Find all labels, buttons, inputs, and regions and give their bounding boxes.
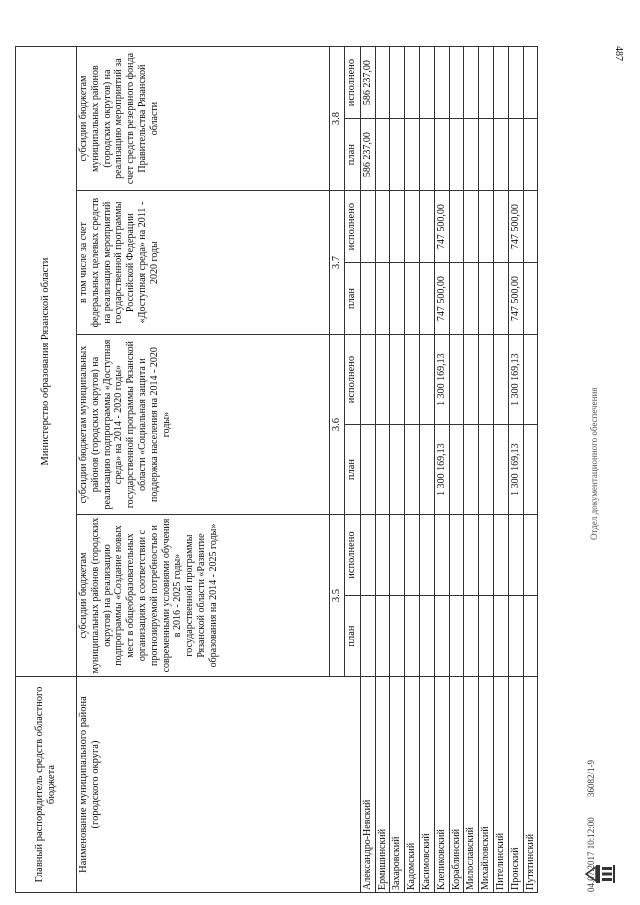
value-cell bbox=[449, 425, 464, 515]
value-cell bbox=[375, 335, 390, 425]
value-cell bbox=[449, 263, 464, 335]
page-number: 487 bbox=[613, 46, 624, 61]
value-cell bbox=[493, 263, 508, 335]
value-cell: 1 300 169,13 bbox=[434, 335, 449, 425]
table-row bbox=[390, 47, 405, 893]
column-code-3-8: 3.8 bbox=[330, 47, 345, 191]
table-row bbox=[508, 47, 523, 893]
value-cell bbox=[390, 47, 405, 119]
value-cell bbox=[375, 47, 390, 119]
municipality-name: Пронский bbox=[508, 677, 523, 893]
value-cell bbox=[464, 47, 479, 119]
municipality-name: Пителинский bbox=[493, 677, 508, 893]
emblem-icon bbox=[582, 863, 618, 885]
value-cell bbox=[419, 335, 434, 425]
municipality-name: Ермишинский bbox=[375, 677, 390, 893]
value-cell bbox=[360, 335, 375, 425]
value-cell bbox=[390, 425, 405, 515]
done-header: исполнено bbox=[345, 191, 360, 263]
value-cell bbox=[508, 515, 523, 596]
footer-doc-number: 36082/1-9 bbox=[586, 759, 596, 797]
value-cell bbox=[493, 425, 508, 515]
value-cell bbox=[523, 47, 538, 119]
table-row bbox=[479, 47, 494, 893]
column-description-row bbox=[77, 47, 330, 893]
value-cell: 1 300 169,13 bbox=[508, 425, 523, 515]
value-cell bbox=[360, 263, 375, 335]
value-cell bbox=[375, 263, 390, 335]
value-cell bbox=[419, 596, 434, 677]
value-cell bbox=[479, 191, 494, 263]
value-cell bbox=[360, 515, 375, 596]
value-cell bbox=[405, 119, 420, 191]
value-cell bbox=[419, 119, 434, 191]
table-row bbox=[464, 47, 479, 893]
value-cell bbox=[360, 191, 375, 263]
value-cell bbox=[464, 425, 479, 515]
value-cell bbox=[523, 191, 538, 263]
footer-timestamp: 04.07.2017 10:12:00 bbox=[586, 817, 596, 892]
done-header: исполнено bbox=[345, 47, 360, 119]
value-cell bbox=[375, 596, 390, 677]
value-cell: 1 300 169,13 bbox=[508, 335, 523, 425]
value-cell bbox=[434, 47, 449, 119]
value-cell bbox=[419, 47, 434, 119]
value-cell bbox=[479, 335, 494, 425]
value-cell bbox=[479, 119, 494, 191]
value-cell bbox=[479, 596, 494, 677]
value-cell bbox=[479, 515, 494, 596]
value-cell bbox=[449, 47, 464, 119]
column-code-3-6: 3.6 bbox=[330, 335, 345, 515]
value-cell bbox=[390, 335, 405, 425]
value-cell bbox=[523, 596, 538, 677]
value-cell bbox=[523, 515, 538, 596]
stamp-text: Отдел документационного обеспечения bbox=[589, 387, 599, 540]
column-description-3-7: в том числе за счет федеральных целевых средств на реализацию мероприятий государственной программы Российской Федерации «Доступная среда» на 2011 - 2020 годы bbox=[77, 191, 330, 335]
value-cell bbox=[434, 596, 449, 677]
municipality-name: Кадомский bbox=[405, 677, 420, 893]
value-cell bbox=[523, 263, 538, 335]
value-cell bbox=[479, 425, 494, 515]
table-row bbox=[523, 47, 538, 893]
value-cell bbox=[523, 335, 538, 425]
ministry-name: Министерство образования Рязанской области bbox=[16, 47, 77, 677]
value-cell bbox=[405, 596, 420, 677]
value-cell bbox=[493, 119, 508, 191]
value-cell bbox=[464, 191, 479, 263]
municipality-name: Александро-Невский bbox=[360, 677, 375, 893]
main-manager-label: Главный распорядитель средств областного бюджета bbox=[16, 677, 77, 893]
value-cell bbox=[493, 47, 508, 119]
value-cell bbox=[390, 596, 405, 677]
value-cell bbox=[405, 425, 420, 515]
value-cell bbox=[419, 425, 434, 515]
plan-header: план bbox=[345, 119, 360, 191]
value-cell bbox=[405, 191, 420, 263]
municipality-name: Михайловский bbox=[479, 677, 494, 893]
municipality-name: Касимовский bbox=[419, 677, 434, 893]
value-cell bbox=[390, 515, 405, 596]
table-row bbox=[434, 47, 449, 893]
municipality-label: Наименование муниципального района (городского округа) bbox=[77, 677, 361, 893]
value-cell bbox=[493, 515, 508, 596]
value-cell bbox=[360, 596, 375, 677]
municipality-name: Путятинский bbox=[523, 677, 538, 893]
value-cell bbox=[464, 596, 479, 677]
value-cell bbox=[464, 515, 479, 596]
value-cell: 586 237,00 bbox=[360, 47, 375, 119]
value-cell bbox=[449, 515, 464, 596]
rotated-table-area bbox=[15, 46, 551, 893]
value-cell bbox=[390, 119, 405, 191]
value-cell bbox=[405, 47, 420, 119]
value-cell bbox=[449, 119, 464, 191]
value-cell bbox=[449, 191, 464, 263]
municipality-name: Клепиковский bbox=[434, 677, 449, 893]
value-cell bbox=[493, 596, 508, 677]
municipality-name: Милославский bbox=[464, 677, 479, 893]
table-row bbox=[419, 47, 434, 893]
value-cell bbox=[523, 119, 538, 191]
plan-header: план bbox=[345, 596, 360, 677]
value-cell: 586 237,00 bbox=[360, 119, 375, 191]
value-cell bbox=[493, 191, 508, 263]
value-cell bbox=[419, 515, 434, 596]
municipality-name: Кораблинский bbox=[449, 677, 464, 893]
column-description-3-8: субсидии бюджетам муниципальных районов (городских округов) на реализацию мероприятий за счет средств резервного фонда Правительства Рязанской области bbox=[77, 47, 330, 191]
budget-table bbox=[15, 46, 538, 893]
column-description-3-5: субсидии бюджетам муниципальных районов (городских округов) на реализацию подпрограммы «Создание новых мест в общеобразовательных организациях в соответствии с прогнозируемой потребностью и современными условиями обучения в 2016 - 2025 годы» государственной программы Рязанской области «Развитие образования на 2014 - 2025 годы» bbox=[77, 515, 330, 677]
done-header: исполнено bbox=[345, 515, 360, 596]
value-cell bbox=[508, 596, 523, 677]
value-cell bbox=[449, 335, 464, 425]
value-cell: 747 500,00 bbox=[434, 263, 449, 335]
value-cell bbox=[375, 425, 390, 515]
column-code-3-5: 3.5 bbox=[330, 515, 345, 677]
value-cell bbox=[375, 515, 390, 596]
value-cell bbox=[464, 263, 479, 335]
table-row bbox=[449, 47, 464, 893]
value-cell bbox=[464, 335, 479, 425]
value-cell bbox=[360, 425, 375, 515]
value-cell bbox=[434, 119, 449, 191]
value-cell bbox=[375, 191, 390, 263]
column-code-3-7: 3.7 bbox=[330, 191, 345, 335]
value-cell bbox=[464, 119, 479, 191]
value-cell bbox=[419, 263, 434, 335]
value-cell bbox=[479, 263, 494, 335]
column-description-3-6: субсидии бюджетам муниципальных районов (городских округов) на реализацию подпрограммы «Доступная среда» на 2014 - 2020 годы» государственной программы Рязанской области «Социальная защита и поддержка населения на 2014 - 2020 годы» bbox=[77, 335, 330, 515]
value-cell bbox=[493, 335, 508, 425]
done-header: исполнено bbox=[345, 335, 360, 425]
table-row bbox=[493, 47, 508, 893]
municipality-name: Захаровский bbox=[390, 677, 405, 893]
value-cell bbox=[479, 47, 494, 119]
value-cell bbox=[434, 515, 449, 596]
value-cell bbox=[405, 335, 420, 425]
table-row bbox=[360, 47, 375, 893]
table-row bbox=[405, 47, 420, 893]
value-cell bbox=[508, 119, 523, 191]
plan-header: план bbox=[345, 263, 360, 335]
value-cell bbox=[390, 263, 405, 335]
value-cell bbox=[405, 515, 420, 596]
value-cell bbox=[449, 596, 464, 677]
ministry-header-row bbox=[16, 47, 77, 893]
value-cell bbox=[523, 425, 538, 515]
value-cell bbox=[390, 191, 405, 263]
value-cell: 747 500,00 bbox=[508, 191, 523, 263]
plan-header: план bbox=[345, 425, 360, 515]
value-cell: 747 500,00 bbox=[434, 191, 449, 263]
value-cell bbox=[508, 47, 523, 119]
value-cell bbox=[375, 119, 390, 191]
table-row bbox=[375, 47, 390, 893]
value-cell bbox=[405, 263, 420, 335]
value-cell: 1 300 169,13 bbox=[434, 425, 449, 515]
value-cell: 747 500,00 bbox=[508, 263, 523, 335]
value-cell bbox=[419, 191, 434, 263]
